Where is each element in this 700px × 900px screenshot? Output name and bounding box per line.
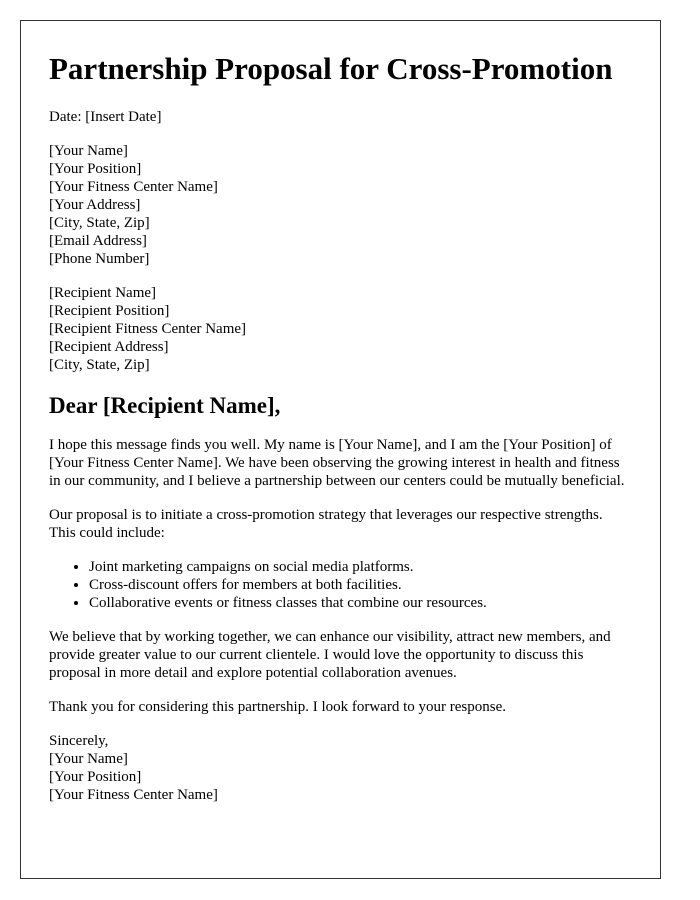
date-line-block <box>49 108 632 126</box>
list-item: • Collaborative events or fitness classes that combine our resources. <box>89 594 632 612</box>
date-line: Date: [Insert Date] <box>49 109 162 125</box>
body-paragraph: Thank you for considering this partnership. I look forward to your response. <box>49 699 506 715</box>
recipient-name: [Recipient Name] <box>49 285 157 301</box>
closing-name: [Your Name] <box>49 751 128 767</box>
closing-block <box>49 732 632 804</box>
body-paragraph: I hope this message finds you well. My name is [Your Name], and I am the [Your Position] of [Your Fitness Center Name]. We have been observing the growing interest in health and fitness in our community, and I believe a partnership between our centers could be mutually beneficial. <box>49 437 625 489</box>
sender-address: [Your Address] <box>49 197 141 213</box>
sender-center-name: [Your Fitness Center Name] <box>49 179 218 195</box>
letter-page <box>20 20 661 879</box>
sender-city-state-zip: [City, State, Zip] <box>49 215 150 231</box>
body-paragraph: Our proposal is to initiate a cross-promotion strategy that leverages our respective strengths. This could include: <box>49 507 603 541</box>
closing-position: [Your Position] <box>49 769 142 785</box>
sender-phone: [Phone Number] <box>49 251 150 267</box>
closing-center-name: [Your Fitness Center Name] <box>49 787 218 803</box>
list-item: • Cross-discount offers for members at both facilities. <box>89 576 632 594</box>
sender-email: [Email Address] <box>49 233 147 249</box>
recipient-address: [Recipient Address] <box>49 339 169 355</box>
recipient-address-block <box>49 284 632 374</box>
recipient-center-name: [Recipient Fitness Center Name] <box>49 321 247 337</box>
letter-title: Partnership Proposal for Cross-Promotion <box>49 51 613 86</box>
body-paragraph: We believe that by working together, we can enhance our visibility, attract new members, and provide greater value to our current clientele. I would love the opportunity to discuss this proposal in more detail and explore potential collaboration avenues. <box>49 629 611 681</box>
closing-sincerely: Sincerely, <box>49 733 109 749</box>
sender-position: [Your Position] <box>49 161 142 177</box>
sender-address-block <box>49 142 632 268</box>
recipient-position: [Recipient Position] <box>49 303 170 319</box>
salutation: Dear [Recipient Name], <box>49 393 281 418</box>
recipient-city-state-zip: [City, State, Zip] <box>49 357 150 373</box>
sender-name: [Your Name] <box>49 143 128 159</box>
proposal-list <box>49 558 632 612</box>
list-item: • Joint marketing campaigns on social media platforms. <box>89 558 632 576</box>
